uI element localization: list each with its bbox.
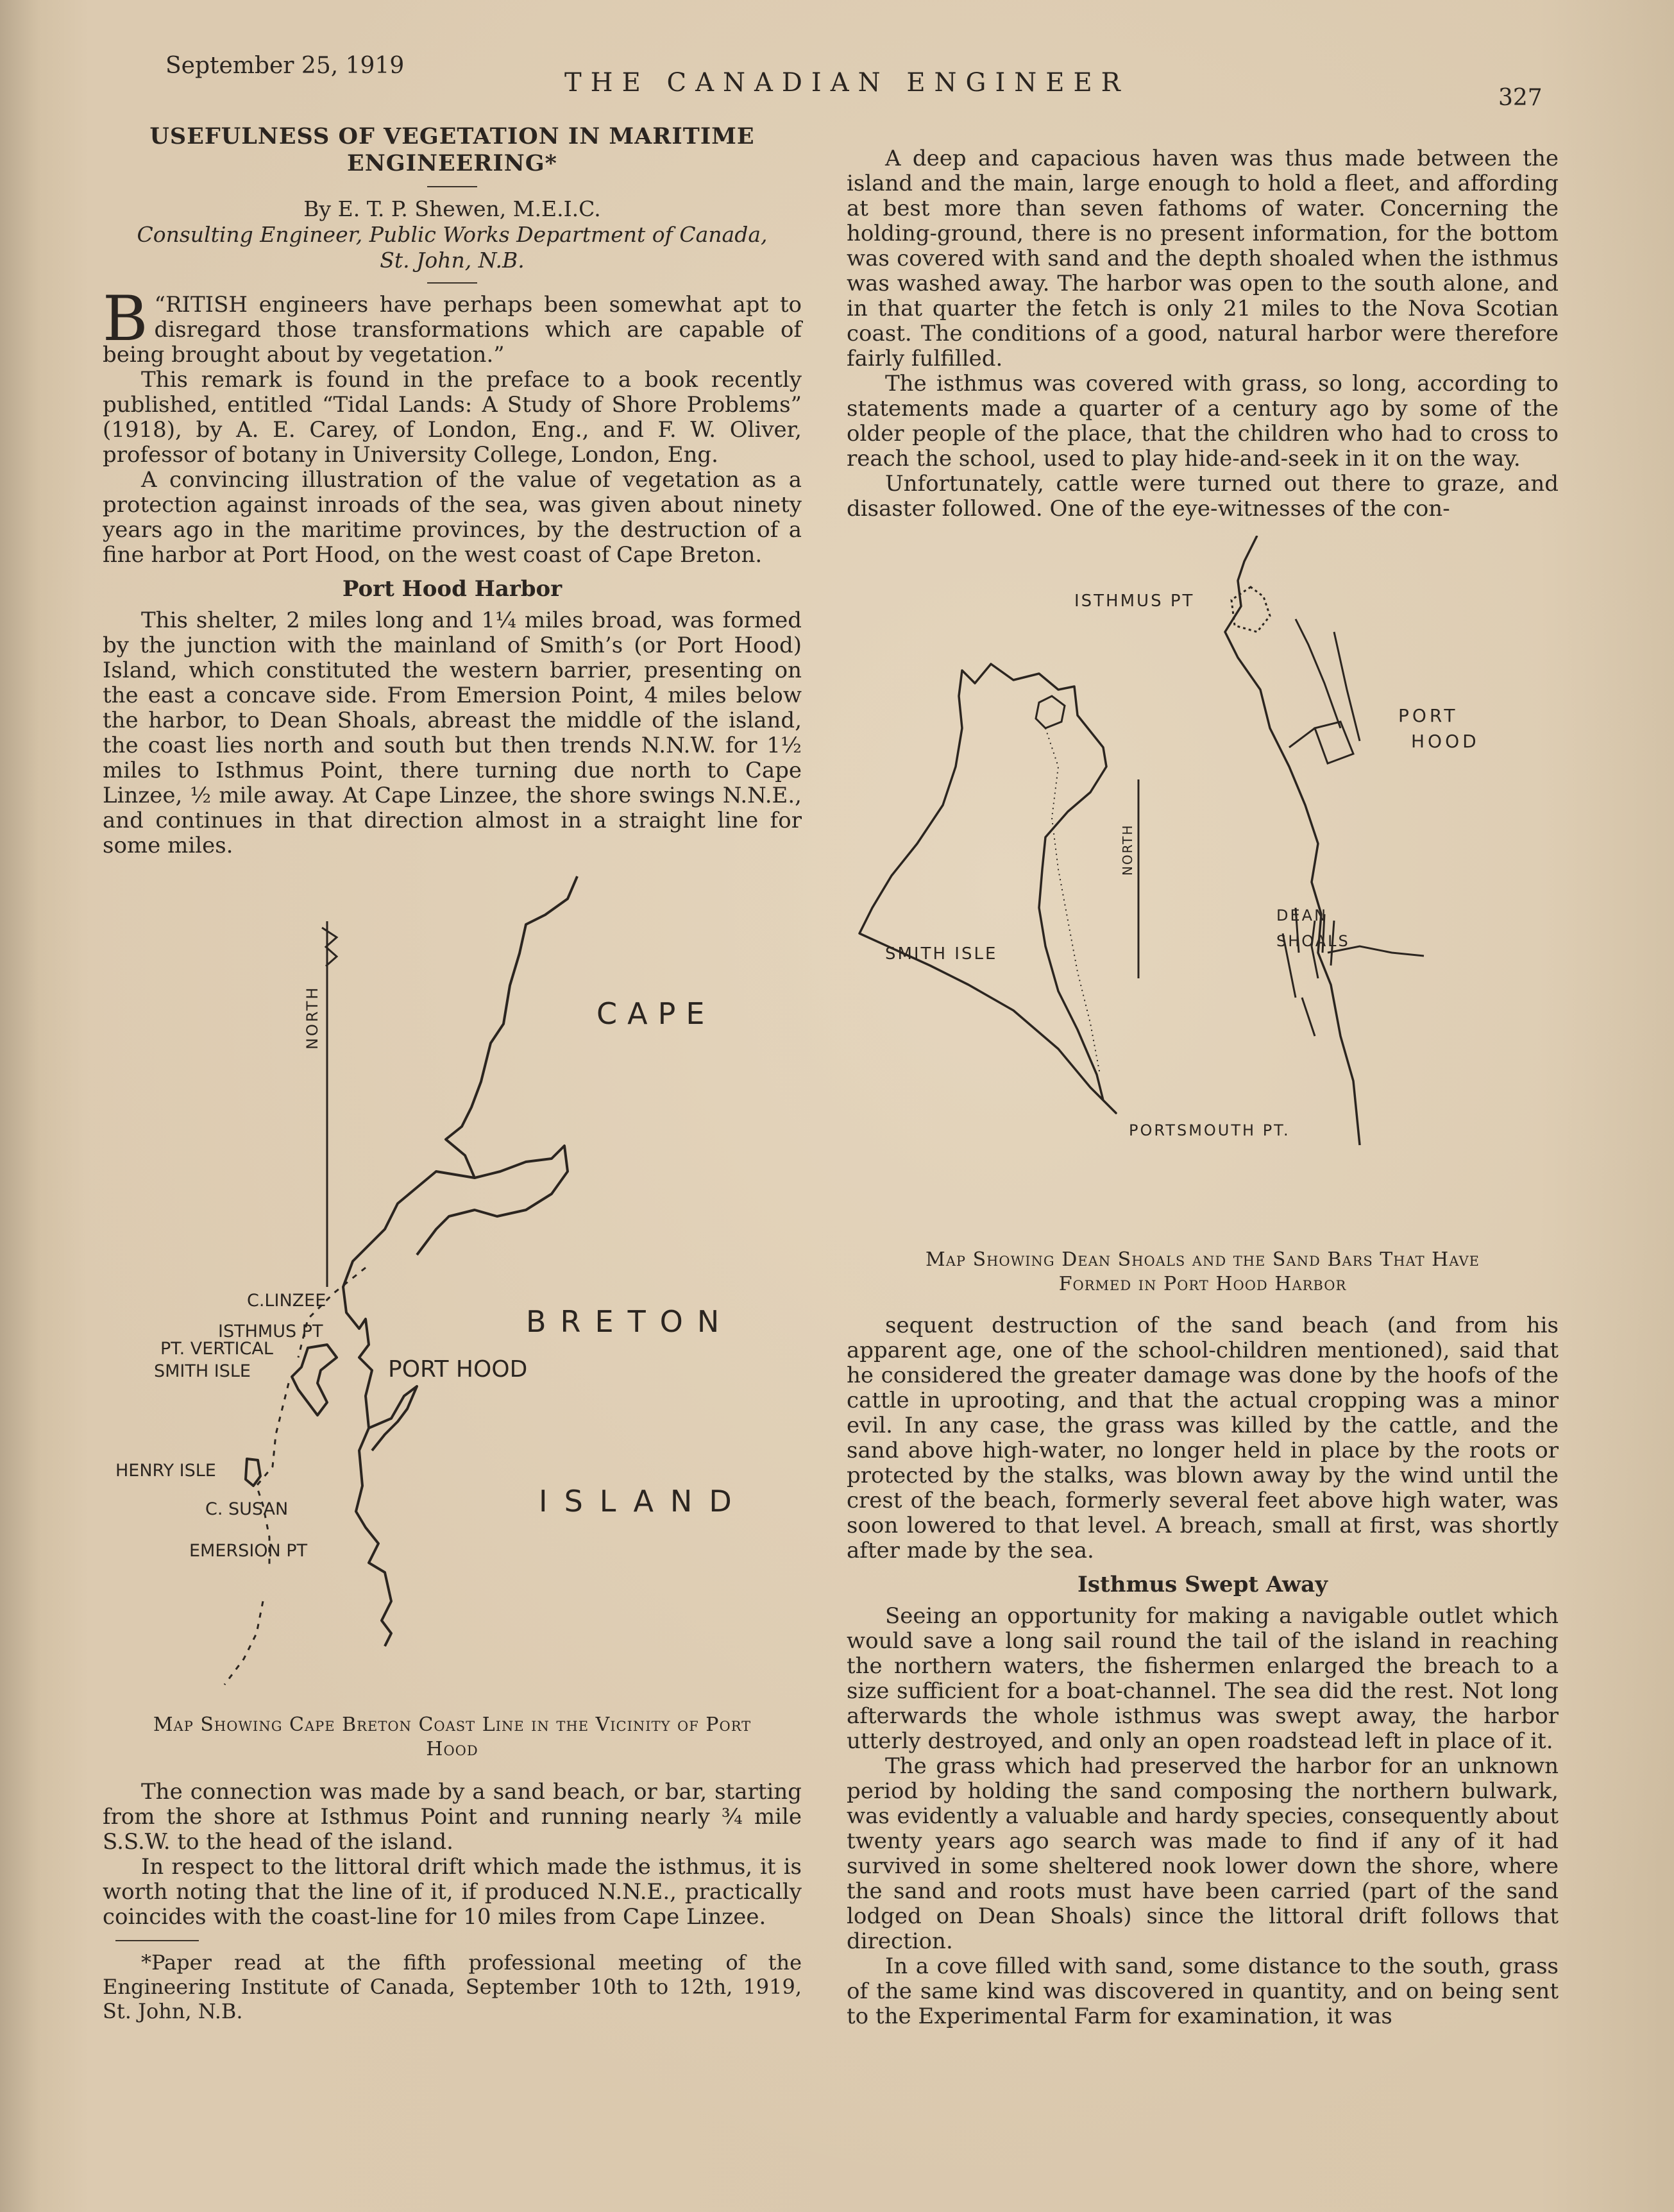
paragraph-cattle: Unfortunately, cattle were turned out there to graze, and disaster followed. One of the eye-witnesses of the con- [847, 471, 1559, 522]
label-isthmus-pt: ISTHMUS PT [218, 1322, 323, 1341]
subhead-isthmus-swept-away: Isthmus Swept Away [1078, 1572, 1328, 1597]
page-number: 327 [1498, 85, 1543, 111]
label-cape: CAPE [596, 996, 715, 1031]
cape-breton-inlet-north [417, 1146, 568, 1255]
subhead-port-hood-harbor: Port Hood Harbor [342, 576, 562, 602]
open-quote: “ [154, 292, 165, 318]
paragraph-grass-search: The grass which had preserved the harbor for an unknown period by holding the sand composing the northern bulwark, was evidently a valuable and hardy species, consequently about twenty years ago search was made to find if any of it had survived in some sheltered nook lower down the shore, where the sand and roots must have been carried (part of the sand lodged on Dean Shoals) since the littoral drift follows that direction. [847, 1753, 1559, 1954]
isle-head-shoal [1036, 696, 1065, 728]
label-island: ISLAND [539, 1484, 748, 1519]
label-henry-isle: HENRY ISLE [115, 1461, 216, 1481]
cape-breton-coastline [343, 876, 577, 1646]
paragraph-opportunity: Seeing an opportunity for making a navigable outlet which would save a long sail round the tail of the island in reaching the northern waters, the fishermen enlarged the breach to a size sufficient for a boat-channel. The sea did the rest. Not long afterwards the whole isthmus was swept away, the harbor utterly destroyed, and only an open roadstead left in place of it. [847, 1603, 1559, 1754]
henry-isle-outline [246, 1459, 260, 1486]
right-column [847, 146, 1559, 2029]
mainland-coastline [1225, 536, 1360, 1145]
title-rule [427, 186, 477, 187]
label-port-hood: PORT HOOD [388, 1356, 528, 1382]
cape-breton-inlet-south [369, 1386, 417, 1451]
paragraph-littoral-drift: In respect to the littoral drift which made the isthmus, it is worth noting that the line of it, if produced N.N.E., practically coincides with the coast-line for 10 miles from Cape Linzee. [103, 1854, 802, 1930]
isthmus-pt-shoal [1231, 587, 1270, 632]
issue-date: September 25, 1919 [165, 53, 405, 79]
smith-isle-coastline [859, 664, 1116, 1113]
smith-isle-outline [292, 1345, 337, 1415]
label-smith-isle: SMITH ISLE [154, 1361, 251, 1381]
byline-rule [427, 282, 477, 284]
cape-breton-coast-map [115, 870, 789, 1704]
north-label: NORTH [1120, 824, 1135, 876]
label-dean: DEAN [1276, 906, 1328, 924]
page-header [0, 0, 1674, 128]
label-shoals: SHOALS [1276, 932, 1350, 950]
label-port: PORT [1398, 705, 1458, 726]
intro-text: RITISH engineers have perhaps been somewhat apt to disregard those transformations which are capable of being brought about by vegetation.” [103, 292, 802, 368]
label-isthmus-pt: ISTHMUS PT [1074, 591, 1195, 611]
paragraph-cove: In a cove filled with sand, some distance to the south, grass of the same kind was discovered in quantity, and on being sent to the Experimental Farm for examination, it was [847, 1953, 1559, 2029]
left-column [103, 123, 802, 2023]
label-hood: HOOD [1411, 731, 1480, 752]
intro-paragraph [103, 283, 802, 368]
footnote-rule [115, 1940, 199, 1941]
port-hood-street-grid [1289, 722, 1353, 763]
label-pt-vertical: PT. VERTICAL [160, 1339, 273, 1359]
smith-isle-beach-stipple [1045, 728, 1100, 1075]
label-smith-isle: SMITH ISLE [885, 944, 998, 964]
label-portsmouth-pt: PORTSMOUTH PT. [1129, 1121, 1290, 1139]
author-affiliation: Consulting Engineer, Public Works Department of Canada, St. John, N.B. [137, 222, 768, 273]
paragraph-grass: The isthmus was covered with grass, so long, according to statements made a quarter of a century ago by some of the older people of the place, that the children who had to cross to reach the school, used to play hide-and-seek in it on the way. [847, 371, 1559, 472]
label-c-linzee: C.LINZEE [247, 1291, 326, 1311]
paragraph-connection: The connection was made by a sand beach, or bar, starting from the shore at Isthmus Point and running nearly ¾ mile S.S.W. to the head of the island. [103, 1779, 802, 1855]
article-title: USEFULNESS OF VEGETATION IN MARITIME ENGINEERING* [149, 123, 755, 176]
paragraph-illustration: A convincing illustration of the value of vegetation as a protection against inroads of the sea, was given about ninety years ago in the maritime provinces, by the destruction of a fine harbor at Port Hood, on the west coast of Cape Breton. [103, 467, 802, 568]
drop-cap: B [103, 283, 148, 355]
article-byline: By E. T. P. Shewen, M.E.I.C. [303, 196, 601, 221]
paragraph-book-remark: This remark is found in the preface to a book recently published, entitled “Tidal Lands: A Study of Shore Problems” (1918), by A. E. Carey, of London, Eng., and F. W. Oliver, professor of botany in University College, London, Eng. [103, 367, 802, 468]
map1-caption: Map Showing Cape Breton Coast Line in the Vicinity of Port Hood [153, 1714, 752, 1760]
north-label: NORTH [303, 985, 321, 1050]
north-arrow-head [322, 928, 337, 966]
footnote: *Paper read at the fifth professional meeting of the Engineering Institute of Canada, September 10th to 12th, 1919, St. John, N.B. [103, 1950, 802, 2023]
paragraph-haven: A deep and capacious haven was thus made between the island and the main, large enough to hold a fleet, and affording at best more than seven fathoms of water. Concerning the holding-ground, there is no present information, for the bottom was covered with sand and the depth shoaled when the isthmus was washed away. The harbor was open to the south alone, and in that quarter the fetch is only 21 miles to the Nova Scotian coast. The conditions of a good, natural harbor were therefore fairly fulfilled. [847, 146, 1559, 371]
label-breton: BRETON [526, 1304, 734, 1339]
label-emersion-pt: EMERSION PT [189, 1541, 308, 1561]
paragraph-destruction: sequent destruction of the sand beach (and from his apparent age, one of the school-children mentioned), said that he considered the greater damage was done by the hoofs of the cattle in uprooting, and that the actual cropping was a minor evil. In any case, the grass was killed by the cattle, and the sand above high-water, no longer held in place by the roots or protected by the stalks, was blown away by the wind until the crest of the beach, formerly several feet above high water, was soon lowered to that level. A breach, small at first, was shortly after made by the sea. [847, 1313, 1559, 1563]
paragraph-shelter: This shelter, 2 miles long and 1¼ miles broad, was formed by the junction with the mainland of Smith’s (or Port Hood) Island, which constituted the western barrier, presenting on the east a concave side. From Emersion Point, 4 miles below the harbor, to Dean Shoals, abreast the middle of the island, the coast lies north and south but then trends N.N.W. for 1½ miles to Isthmus Point, there turning due north to Cape Linzee, ½ mile away. At Cape Linzee, the shore swings N.N.E., and continues in that direction almost in a straight line for some miles. [103, 608, 802, 858]
shore-road [1296, 619, 1360, 741]
journal-masthead: THE CANADIAN ENGINEER [564, 68, 1129, 98]
map2-caption: Map Showing Dean Shoals and the Sand Bars That Have Formed in Port Hood Harbor [926, 1248, 1480, 1295]
label-c-susan: C. SUSAN [205, 1499, 289, 1519]
dean-shoals-map [847, 536, 1559, 1241]
